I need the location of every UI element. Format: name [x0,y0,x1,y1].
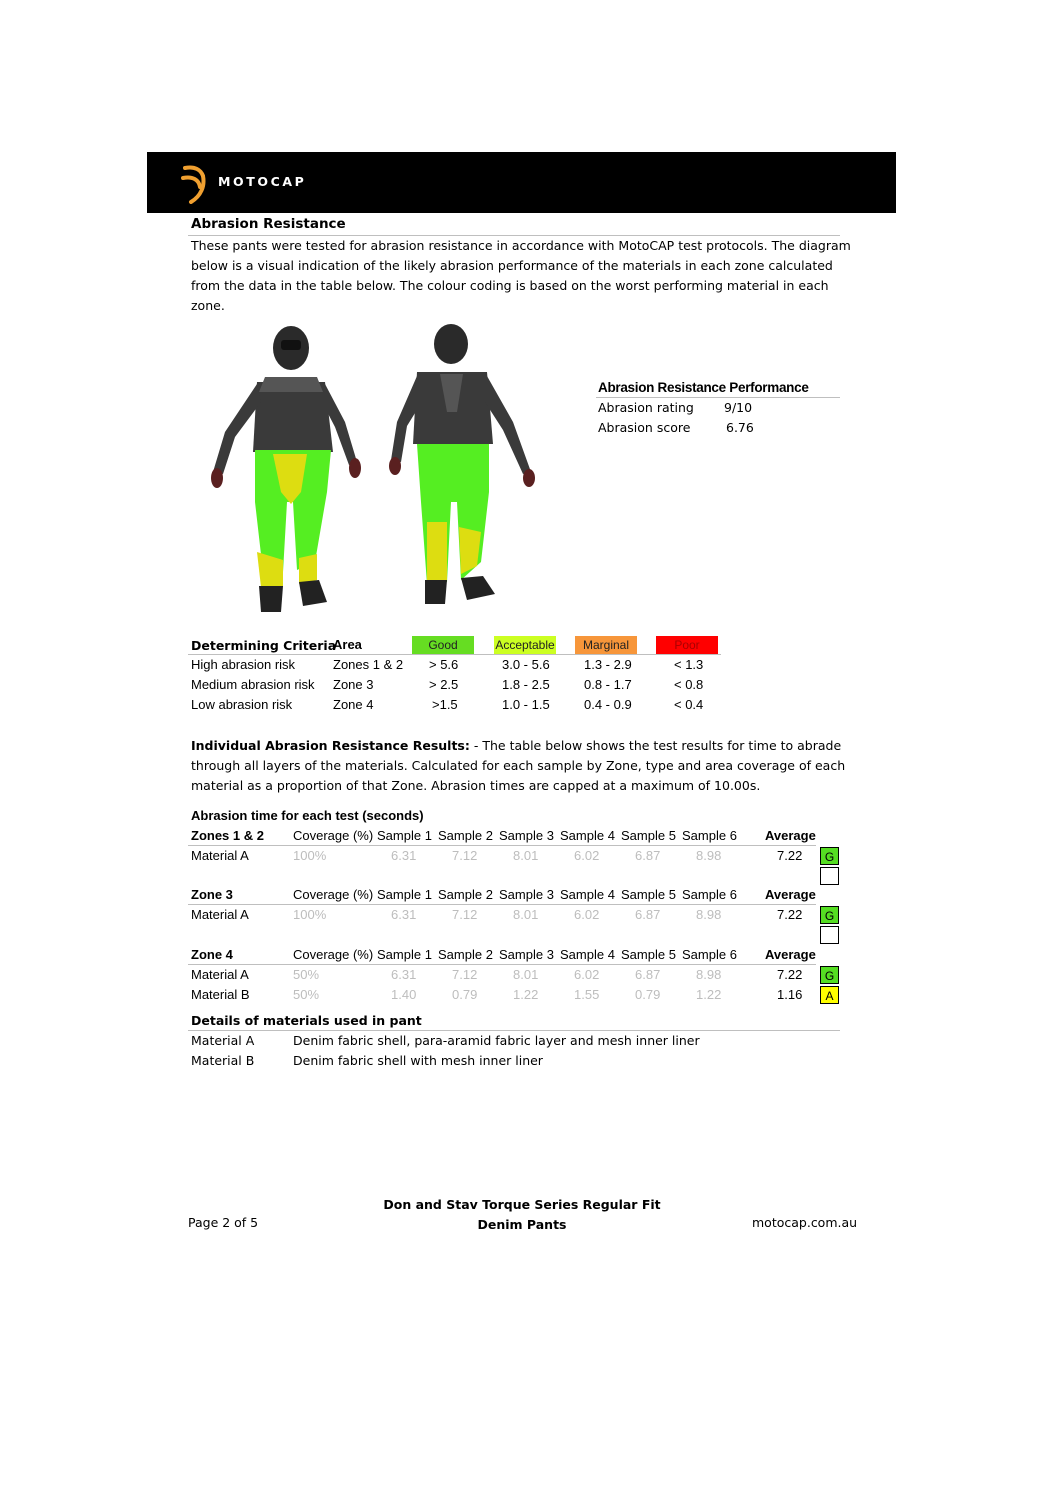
material-name: Material A [191,1033,255,1048]
sample-value: 8.98 [696,967,722,982]
sample-value: 6.02 [574,848,600,863]
performance-divider [596,397,840,398]
score-label: Abrasion score [598,420,691,435]
acceptable-range: 1.8 - 2.5 [502,677,550,692]
header-bar [147,152,896,213]
sample-value: 6.02 [574,907,600,922]
sample-value: 1.22 [696,987,722,1002]
section-title: Abrasion Resistance [191,216,346,232]
site-link[interactable]: motocap.com.au [752,1215,858,1230]
sample-value: 6.31 [391,848,417,863]
good-chip: Good [412,636,474,654]
coverage-value: 100% [293,848,327,863]
poor-range: < 0.4 [674,697,704,712]
grade-badge: A [820,986,839,1004]
coverage-value: 50% [293,987,320,1002]
material-name: Material A [191,967,249,982]
score-value: 6.76 [726,420,754,435]
column-header: Sample 4 [560,828,615,843]
sample-value: 6.31 [391,907,417,922]
column-header: Coverage (%) [293,887,374,902]
material-name: Material B [191,987,250,1002]
marginal-range: 0.8 - 1.7 [584,677,632,692]
column-header: Sample 1 [377,887,432,902]
average-value: 1.16 [777,987,803,1002]
risk-label: Medium abrasion risk [191,677,315,692]
area-value: Zone 4 [333,697,374,712]
material-name: Material A [191,907,249,922]
criteria-divider [188,654,721,655]
coverage-value: 50% [293,967,320,982]
column-header: Sample 1 [377,828,432,843]
materials-title: Details of materials used in pant [191,1013,422,1028]
column-header: Sample 3 [499,887,554,902]
rating-value: 9/10 [724,400,753,415]
sample-value: 7.12 [452,967,478,982]
rating-label: Abrasion rating [598,400,694,415]
individual-results-paragraph [191,736,851,796]
brand-name: MOTOCAP [218,174,307,189]
results-title: Abrasion time for each test (seconds) [191,808,424,823]
column-header: Sample 5 [621,828,676,843]
individual-results-text: - The table below shows the test results for time to abrade through all layers of the materials. Calculated for each sample by Zone, type and area coverage of each material as a proportion of that Zone. Abrasion times are capped at a maximum of 10.00s. [191,738,846,793]
column-header: Sample 5 [621,887,676,902]
grade-badge: G [820,966,839,984]
coverage-value: 100% [293,907,327,922]
materials-divider [188,1030,840,1031]
average-value: 7.22 [777,907,803,922]
risk-label: Low abrasion risk [191,697,293,712]
marginal-range: 1.3 - 2.9 [584,657,632,672]
area-value: Zone 3 [333,677,374,692]
sample-value: 8.01 [513,907,539,922]
sample-value: 8.01 [513,967,539,982]
grade-badge: G [820,847,839,865]
zone-divider [188,904,816,905]
column-header: Sample 3 [499,947,554,962]
sample-value: 8.98 [696,907,722,922]
zone-divider [188,964,816,965]
sample-value: 0.79 [452,987,478,1002]
material-name: Material A [191,848,249,863]
marginal-chip: Marginal [575,636,637,654]
good-range: > 5.6 [429,657,459,672]
sample-value: 1.40 [391,987,417,1002]
sample-value: 6.02 [574,967,600,982]
good-range: >1.5 [432,697,458,712]
area-header: Area [333,637,362,652]
marginal-range: 0.4 - 0.9 [584,697,632,712]
material-name: Material B [191,1053,255,1068]
empty-grade-badge [820,867,839,885]
material-description: Denim fabric shell, para-aramid fabric layer and mesh inner liner [293,1033,700,1048]
column-header: Sample 2 [438,828,493,843]
sample-value: 6.87 [635,967,661,982]
column-header: Sample 1 [377,947,432,962]
product-name-line1: Don and Stav Torque Series Regular Fit [383,1197,661,1212]
poor-chip: Poor [656,636,718,654]
performance-title: Abrasion Resistance Performance [598,380,809,395]
column-header: Average [765,828,816,843]
column-header: Sample 2 [438,887,493,902]
sample-value: 6.87 [635,907,661,922]
criteria-header: Determining Criteria [191,638,337,653]
column-header: Coverage (%) [293,947,374,962]
poor-range: < 0.8 [674,677,704,692]
area-value: Zones 1 & 2 [333,657,404,672]
sample-value: 1.55 [574,987,600,1002]
risk-label: High abrasion risk [191,657,296,672]
column-header: Sample 6 [682,947,737,962]
column-header: Sample 6 [682,887,737,902]
rider-diagram [195,322,565,620]
column-header: Sample 4 [560,947,615,962]
sample-value: 1.22 [513,987,539,1002]
sample-value: 8.01 [513,848,539,863]
acceptable-chip: Acceptable [495,638,555,652]
column-header: Average [765,947,816,962]
column-header: Sample 3 [499,828,554,843]
zone-name: Zone 4 [191,947,233,962]
zone-divider [188,845,816,846]
column-header: Average [765,887,816,902]
sample-value: 7.12 [452,907,478,922]
column-header: Sample 6 [682,828,737,843]
sample-value: 6.31 [391,967,417,982]
sample-value: 8.98 [696,848,722,863]
average-value: 7.22 [777,848,803,863]
column-header: Sample 4 [560,887,615,902]
grade-badge: G [820,906,839,924]
individual-results-lead: Individual Abrasion Resistance Results: [191,738,470,753]
column-header: Sample 2 [438,947,493,962]
zone-name: Zones 1 & 2 [191,828,264,843]
sample-value: 0.79 [635,987,661,1002]
acceptable-range: 3.0 - 5.6 [502,657,550,672]
product-name-line2: Denim Pants [477,1217,567,1232]
average-value: 7.22 [777,967,803,982]
zone-name: Zone 3 [191,887,233,902]
good-range: > 2.5 [429,677,459,692]
column-header: Sample 5 [621,947,676,962]
sample-value: 7.12 [452,848,478,863]
acceptable-range: 1.0 - 1.5 [502,697,550,712]
poor-range: < 1.3 [674,657,704,672]
sample-value: 6.87 [635,848,661,863]
motocap-logo-icon [181,162,215,204]
intro-paragraph: These pants were tested for abrasion resistance in accordance with MotoCAP test protocols. The diagram below is a visual indication of the likely abrasion performance of the materials in each zone calculated from the data in the table below. The colour coding is based on the worst performing material in each zone. [191,238,851,313]
empty-grade-badge [820,926,839,944]
column-header: Coverage (%) [293,828,374,843]
front-figure [211,326,361,612]
back-figure [389,324,535,604]
material-description: Denim fabric shell with mesh inner liner [293,1053,543,1068]
page-number: Page 2 of 5 [188,1215,259,1230]
